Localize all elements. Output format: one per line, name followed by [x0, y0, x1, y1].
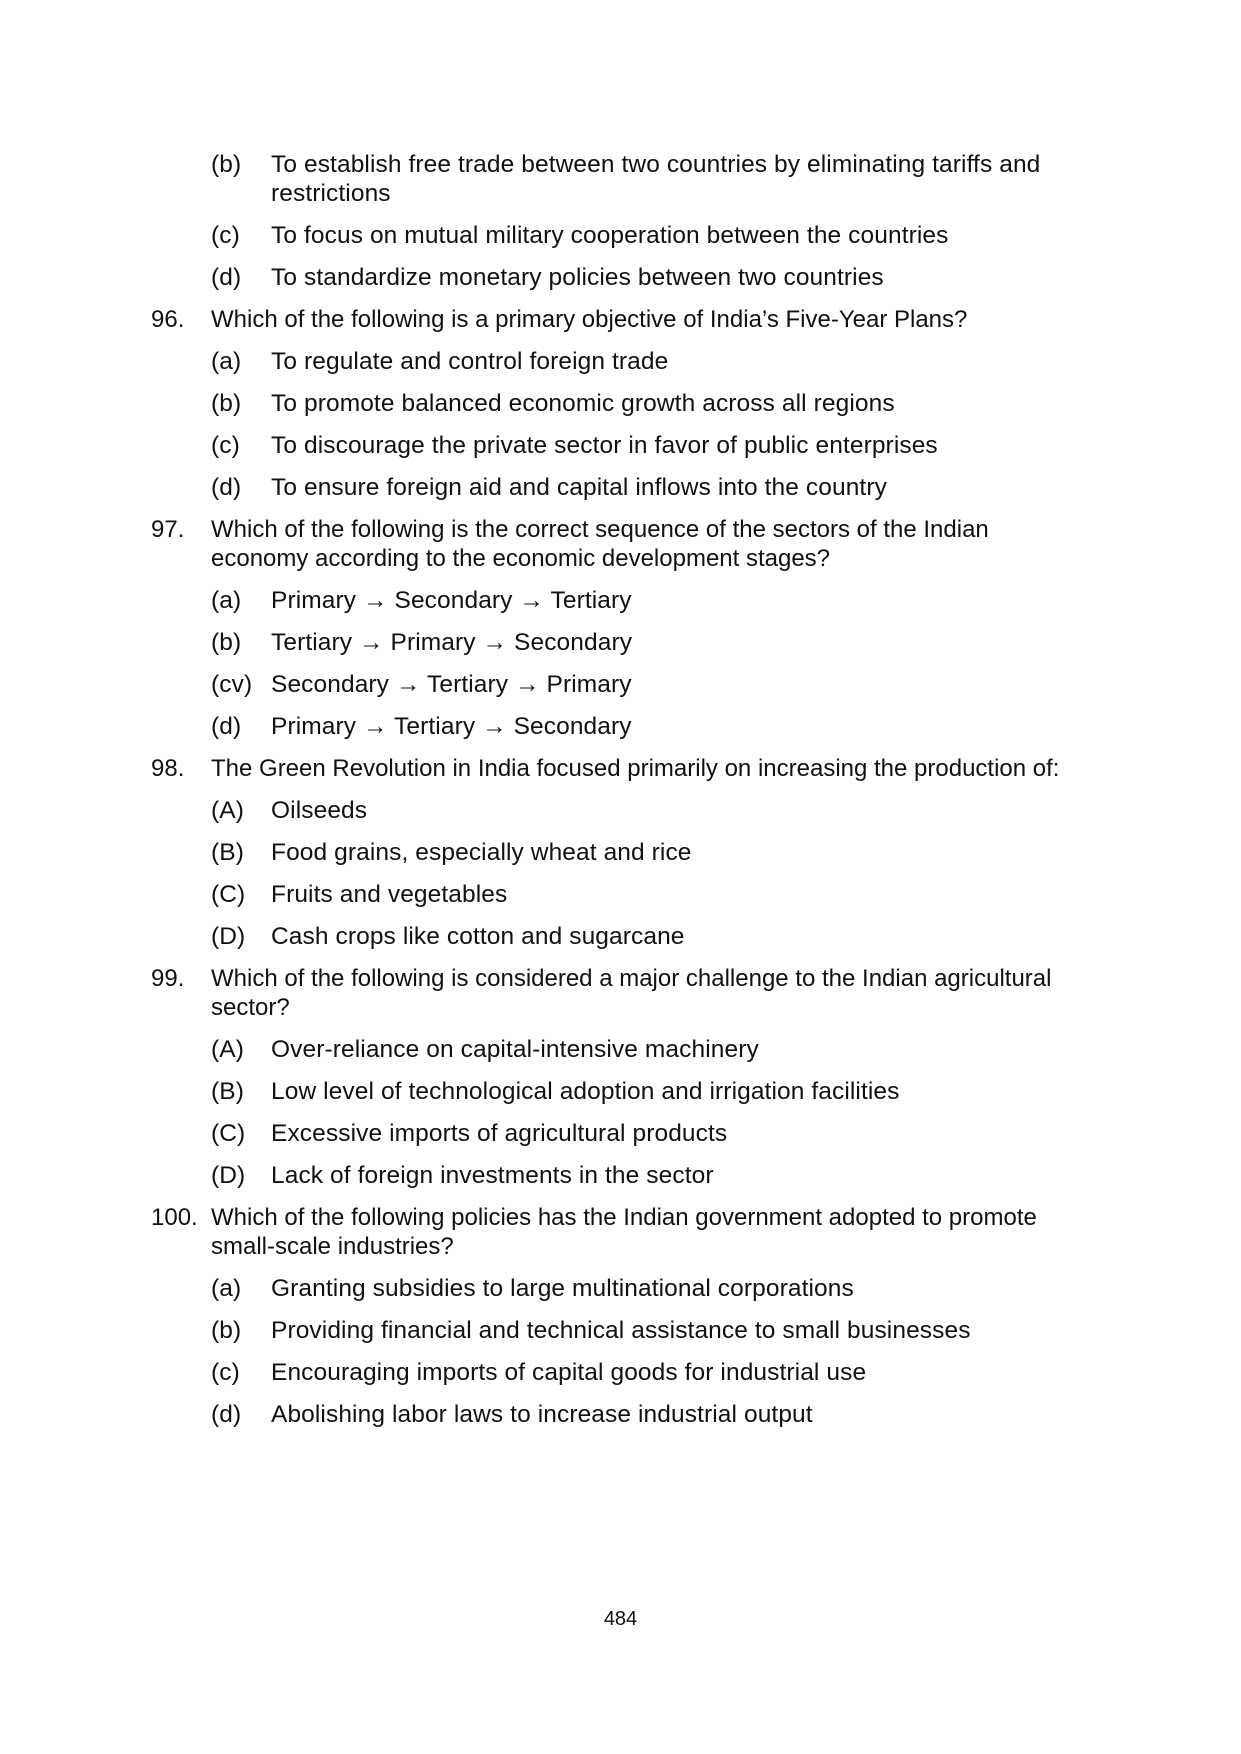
- option-item: [211, 389, 1101, 418]
- option-label: (d): [211, 713, 242, 740]
- option-text: Lack of foreign investments in the sector: [271, 1162, 714, 1189]
- option-item: [211, 1119, 1101, 1148]
- option-item: [211, 1274, 1101, 1303]
- option-item: [211, 1400, 1101, 1429]
- option-item: [211, 1316, 1101, 1345]
- option-text: To ensure foreign aid and capital inflows into the country: [271, 474, 887, 501]
- option-text: Food grains, especially wheat and rice: [271, 839, 692, 866]
- option-item: [211, 473, 1101, 502]
- option-item: [211, 712, 1101, 741]
- option-label: (D): [211, 1162, 246, 1189]
- option-label: (b): [211, 390, 242, 417]
- option-label: (c): [211, 432, 240, 459]
- question-number: 97.: [151, 516, 185, 543]
- option-label: (A): [211, 797, 244, 824]
- option-item: [211, 221, 1101, 250]
- option-item: [211, 1161, 1101, 1190]
- option-text: To standardize monetary policies between two countries: [271, 264, 884, 291]
- question-97: [151, 515, 1101, 573]
- option-item: [211, 670, 1101, 699]
- question-99: [151, 964, 1101, 1022]
- question-text: Which of the following is a primary objective of India’s Five-Year Plans?: [211, 306, 968, 333]
- option-label: (d): [211, 264, 242, 291]
- option-text: Cash crops like cotton and sugarcane: [271, 923, 685, 950]
- option-label: (c): [211, 1359, 240, 1386]
- option-text: Abolishing labor laws to increase industrial output: [271, 1401, 813, 1428]
- option-label: (B): [211, 1078, 244, 1105]
- option-label: (B): [211, 839, 244, 866]
- question-100: [151, 1203, 1101, 1261]
- option-label: (d): [211, 474, 242, 501]
- question-text: Which of the following is the correct sequence of the sectors of the Indian economy according to the economic development stages?: [211, 516, 989, 572]
- question-number: 99.: [151, 965, 185, 992]
- option-text: Primary → Tertiary → Secondary: [271, 713, 632, 740]
- option-label: (A): [211, 1036, 244, 1063]
- option-item: [211, 796, 1101, 825]
- option-item: [211, 628, 1101, 657]
- option-text: Oilseeds: [271, 797, 368, 824]
- option-item: [211, 1358, 1101, 1387]
- option-item: [211, 586, 1101, 615]
- option-item: [211, 150, 1101, 208]
- question-number: 96.: [151, 306, 185, 333]
- question-text: The Green Revolution in India focused primarily on increasing the production of:: [211, 755, 1060, 782]
- option-label: (a): [211, 587, 242, 614]
- option-label: (C): [211, 1120, 246, 1147]
- question-text: Which of the following policies has the Indian government adopted to promote small-scale industries?: [211, 1204, 1037, 1260]
- option-item: [211, 1077, 1101, 1106]
- option-text: Fruits and vegetables: [271, 881, 508, 908]
- option-text: To establish free trade between two countries by eliminating tariffs and restrictions: [271, 151, 1041, 207]
- option-text: Primary → Secondary → Tertiary: [271, 587, 632, 614]
- option-text: Granting subsidies to large multinational corporations: [271, 1275, 854, 1302]
- page-number: 484: [603, 1608, 638, 1630]
- option-label: (b): [211, 1317, 242, 1344]
- option-text: To focus on mutual military cooperation between the countries: [271, 222, 949, 249]
- option-text: Encouraging imports of capital goods for industrial use: [271, 1359, 867, 1386]
- option-text: Over-reliance on capital-intensive machinery: [271, 1036, 759, 1063]
- question-text: Which of the following is considered a major challenge to the Indian agricultural sector?: [211, 965, 1052, 1021]
- option-label: (b): [211, 151, 242, 178]
- option-text: Tertiary → Primary → Secondary: [271, 629, 633, 656]
- question-list: [151, 150, 1101, 1442]
- option-item: [211, 922, 1101, 951]
- question-number: 100.: [151, 1204, 198, 1231]
- option-text: Excessive imports of agricultural products: [271, 1120, 728, 1147]
- option-text: Secondary → Tertiary → Primary: [271, 671, 632, 698]
- option-text: To promote balanced economic growth across all regions: [271, 390, 895, 417]
- option-item: [211, 347, 1101, 376]
- option-item: [211, 838, 1101, 867]
- option-label: (a): [211, 348, 242, 375]
- option-item: [211, 263, 1101, 292]
- option-text: To discourage the private sector in favor of public enterprises: [271, 432, 938, 459]
- option-item: [211, 431, 1101, 460]
- option-label: (D): [211, 923, 246, 950]
- question-number: 98.: [151, 755, 185, 782]
- option-label: (a): [211, 1275, 242, 1302]
- option-label: (d): [211, 1401, 242, 1428]
- option-text: Low level of technological adoption and irrigation facilities: [271, 1078, 900, 1105]
- option-item: [211, 880, 1101, 909]
- option-label: (c): [211, 222, 240, 249]
- option-item: [211, 1035, 1101, 1064]
- option-text: To regulate and control foreign trade: [271, 348, 669, 375]
- option-label: (b): [211, 629, 242, 656]
- question-98: [151, 754, 1101, 783]
- option-label: (cv): [211, 671, 253, 698]
- question-96: [151, 305, 1101, 334]
- option-text: Providing financial and technical assistance to small businesses: [271, 1317, 971, 1344]
- option-label: (C): [211, 881, 246, 908]
